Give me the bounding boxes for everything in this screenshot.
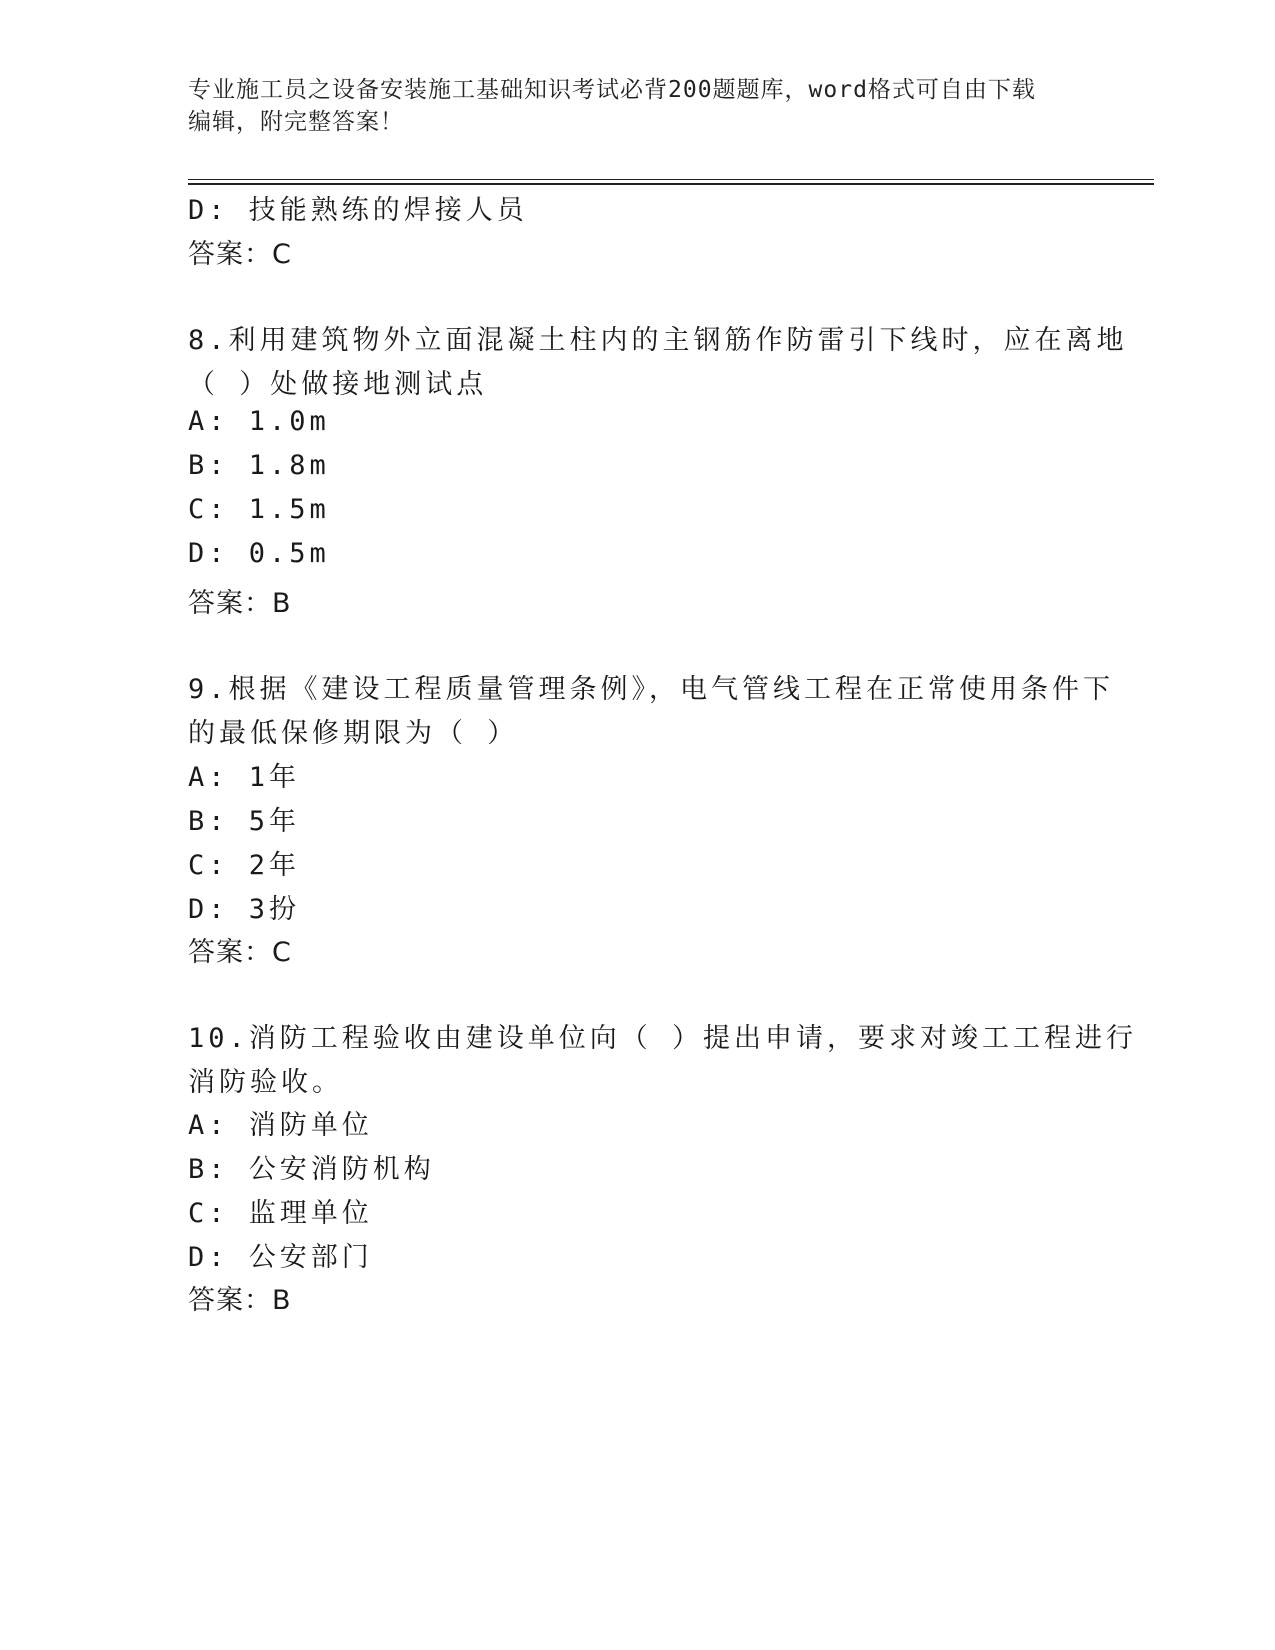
header-line-2: 编辑，附完整答案！: [188, 109, 404, 135]
q10-answer: 答案：B: [188, 1285, 292, 1316]
q8-stem-line-1: 8.利用建筑物外立面混凝土柱内的主钢筋作防雷引下线时，应在离地: [188, 325, 1128, 356]
q8-option-b: B: 1.8m: [188, 450, 330, 481]
q8-option-a: A: 1.0m: [188, 406, 330, 437]
q9-option-c: C: 2年: [188, 850, 301, 881]
q8-stem-line-2: （ ）处做接地测试点: [188, 369, 488, 400]
q10-option-a: A: 消防单位: [188, 1110, 373, 1141]
q9-stem-line-2: 的最低保修期限为（ ）: [188, 718, 519, 749]
q10-stem-line-2: 消防验收。: [188, 1067, 343, 1098]
q10-option-b: B: 公安消防机构: [188, 1154, 435, 1185]
q8-answer: 答案：B: [188, 588, 292, 619]
q9-option-a: A: 1年: [188, 762, 301, 793]
document-header: [188, 74, 1068, 138]
q8-option-d: D: 0.5m: [188, 538, 330, 569]
q10-option-d: D: 公安部门: [188, 1242, 373, 1273]
header-divider-thick: [188, 183, 1154, 185]
q9-answer: 答案：C: [188, 937, 292, 968]
q8-option-c: C: 1.5m: [188, 494, 330, 525]
header-line-1: 专业施工员之设备安装施工基础知识考试必背200题题库，word格式可自由下载: [188, 77, 1036, 103]
q9-stem-line-1: 9.根据《建设工程质量管理条例》，电气管线工程在正常使用条件下: [188, 674, 1115, 705]
q9-option-d: D: 3扮: [188, 894, 301, 925]
q7-answer: 答案：C: [188, 239, 292, 270]
q9-option-b: B: 5年: [188, 806, 301, 837]
header-divider-thin: [188, 179, 1154, 180]
q7-option-d: D: 技能熟练的焊接人员: [188, 195, 528, 226]
q10-stem-line-1: 10.消防工程验收由建设单位向（ ）提出申请，要求对竣工工程进行: [188, 1023, 1138, 1054]
q10-option-c: C: 监理单位: [188, 1198, 373, 1229]
